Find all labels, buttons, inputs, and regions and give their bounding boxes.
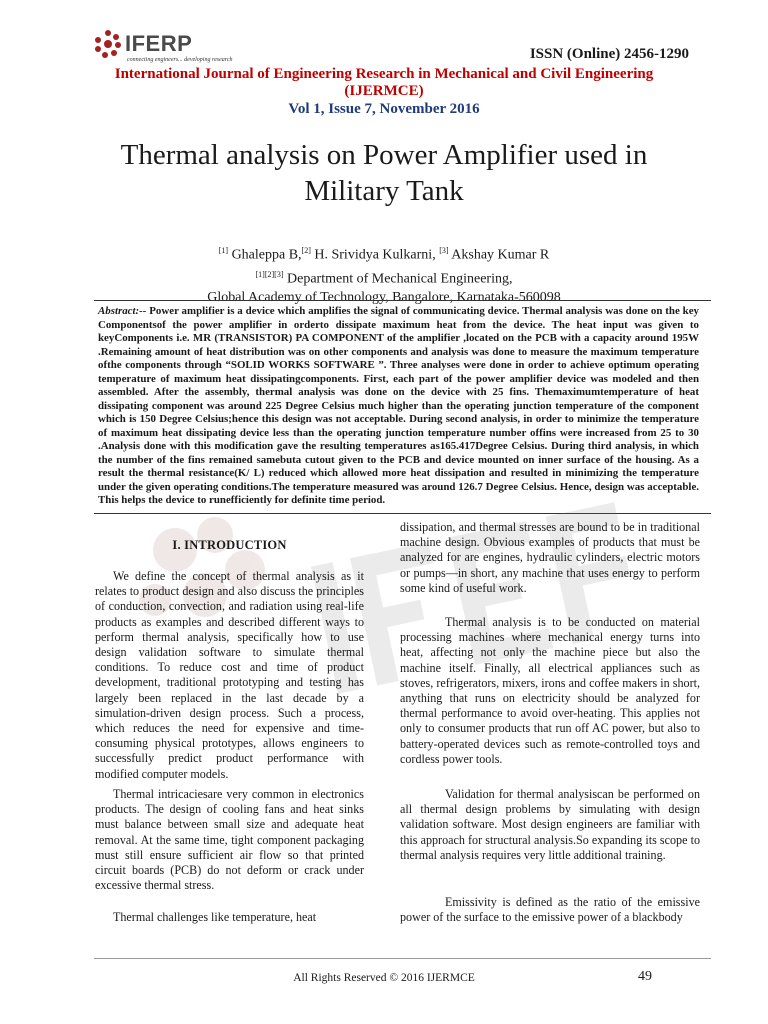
affiliation-ref: [1][2][3]: [255, 269, 284, 279]
abstract-top-rule: [94, 300, 711, 301]
paper-title-line2: Military Tank: [304, 175, 464, 207]
author-ref-3: [3]: [439, 246, 449, 255]
author-3: Akshay Kumar R: [448, 247, 550, 263]
left-column-p2: [95, 787, 364, 893]
author-ref-2: [2]: [301, 246, 311, 255]
left-column-p3: [95, 910, 364, 925]
footer-rights: All Rights Reserved © 2016 IJERMCE: [293, 972, 475, 984]
paragraph: Thermal analysis is to be conducted on material processing machines where mechanical energy turns into heat, affecting not only the machine piece but also the machine itself. Finally, all electrical appliances such as stoves, refrigerators, mixers, irons and coffee makers in short, anything that runs on electricity should be analyzed for thermal performance to avoid over-heating. This applies not only to consumer products that run off AC power, but also to battery-operated devices such as remote-controlled toys and cordless power tools.: [400, 615, 700, 766]
right-column: [400, 520, 700, 596]
paragraph: Thermal intricaciesare very common in electronics products. The design of cooling fans and heat sinks must balance between small size and adequate heat removal. At the same time, tight component packaging must still ensure sufficient air flow so that printed circuit boards (PCB) do not deform or crack under excessive thermal stress.: [95, 787, 364, 893]
author-1: Ghaleppa B,: [228, 247, 302, 263]
footer-rule: [94, 958, 711, 959]
right-column-p2: [400, 615, 700, 767]
issn: ISSN (Online) 2456-1290: [529, 46, 689, 62]
department: Department of Mechanical Engineering,: [283, 271, 513, 287]
left-column: [95, 569, 364, 782]
affiliation-institution: Global Academy of Technology, Bangalore, Karnataka-560098: [207, 290, 561, 306]
paper-title-line1: Thermal analysis on Power Amplifier used in: [120, 139, 648, 171]
paper-title: [0, 137, 768, 209]
author-list: [0, 241, 768, 265]
paragraph: Emissivity is defined as the ratio of the emissive power of the surface to the emissive power of a blackbody: [400, 895, 700, 925]
paragraph: dissipation, and thermal stresses are bound to be in traditional machine design. Obvious examples of products that must be analyzed for are engines, hydraulic cylinders, electric motors or pumps—in short, any machine that uses energy to perform some kind of useful work.: [400, 520, 700, 595]
abstract-bottom-rule: [94, 513, 711, 514]
paragraph: Thermal challenges like temperature, heat: [113, 910, 317, 924]
iferp-logo: [93, 29, 233, 69]
authors-block: [0, 241, 768, 307]
abstract-text: Power amplifier is a device which amplifies the signal of communicating device. Thermal analysis was done on the key Componentsof the power amplifier in orderto dissipate maximum heat from the device. The heat input was given to keyComponents i.e. MR (TRANSISTOR) PA COMPONENT of the amplifier ,located on the PCB with a capacity around 195W .Remaining amount of heat distribution was on other components and analysis was done to measure the maximum temperature ofthe components through “SOLID WORKS SOFTWARE ”. Three analyses were done in order to achieve optimum operating temperature of maximum heat dissipatingcomponents. First, each part of the power amplifier device was modeled and then assembled. After the assembly, thermal analysis was done on the device with 25 fins. Themaximumtemperature of heat dissipating component was around 225 Degree Celsius much higher than the operating junction temperature of the component which is 150 Degree Celsius;hence this design was not acceptable. During second analysis, in order to minimize the temperature of maximum heat dissipating device less than the operating junction temperature number offins were increased from 25 to 30 .Analysis done with this modification gave the resulting temperatures as165.417Degree Celsius. During third analysis, in which the number of the fins remained samebuta cutout given to the PCB and device mounted on inner surface of the housing. As a result the thermal resistance(K/ L) reduced which allowed more heat dissipation and resulted in minimizing the temperature under the given operating conditions.The temperature measured was around 126.7 Degree Celsius. Hence, design was acceptable. This helps the device to runefficiently for definite time period.: [98, 305, 699, 506]
volume-issue: Vol 1, Issue 7, November 2016: [288, 101, 480, 117]
author-2: H. Srividya Kulkarni,: [310, 247, 440, 263]
journal-name-line2: (IJERMCE): [344, 83, 424, 99]
logo-wordmark: IFERP: [125, 31, 193, 56]
author-ref-1: [1]: [218, 246, 229, 255]
right-column-p3: [400, 787, 700, 863]
page-number: 49: [638, 969, 652, 984]
paragraph: We define the concept of thermal analysis as it relates to product design and also discuss the principles of conduction, convection, and radiation using real-life products as examples and described different ways to perform thermal analysis, specifically how to use design validation software to simulate thermal conditions. To reduce cost and time of product development, traditional prototyping and testing has largely been replaced in the last decade by a simulation-driven design process. Such a process, which reduces the need for expensive and time-consuming physical prototypes, allows engineers to successfully predict product performance with modified computer models.: [95, 569, 364, 781]
section-heading-introduction: I. INTRODUCTION: [172, 538, 287, 552]
paragraph: Validation for thermal analysiscan be performed on all thermal design problems by simulating with design validation software. Most design engineers are familiar with this approach for structural analysis.So expanding its scope to thermal analysis requires very little additional training.: [400, 787, 700, 862]
journal-name: [0, 66, 768, 100]
logo-tagline: connecting engineers... developing research: [127, 57, 233, 63]
affiliation-dept: [0, 265, 768, 289]
right-column-p4: [400, 895, 700, 925]
journal-name-line1: International Journal of Engineering Research in Mechanical and Civil Engineering: [114, 66, 654, 82]
abstract: [98, 305, 699, 508]
abstract-label: Abstract:--: [98, 305, 147, 317]
